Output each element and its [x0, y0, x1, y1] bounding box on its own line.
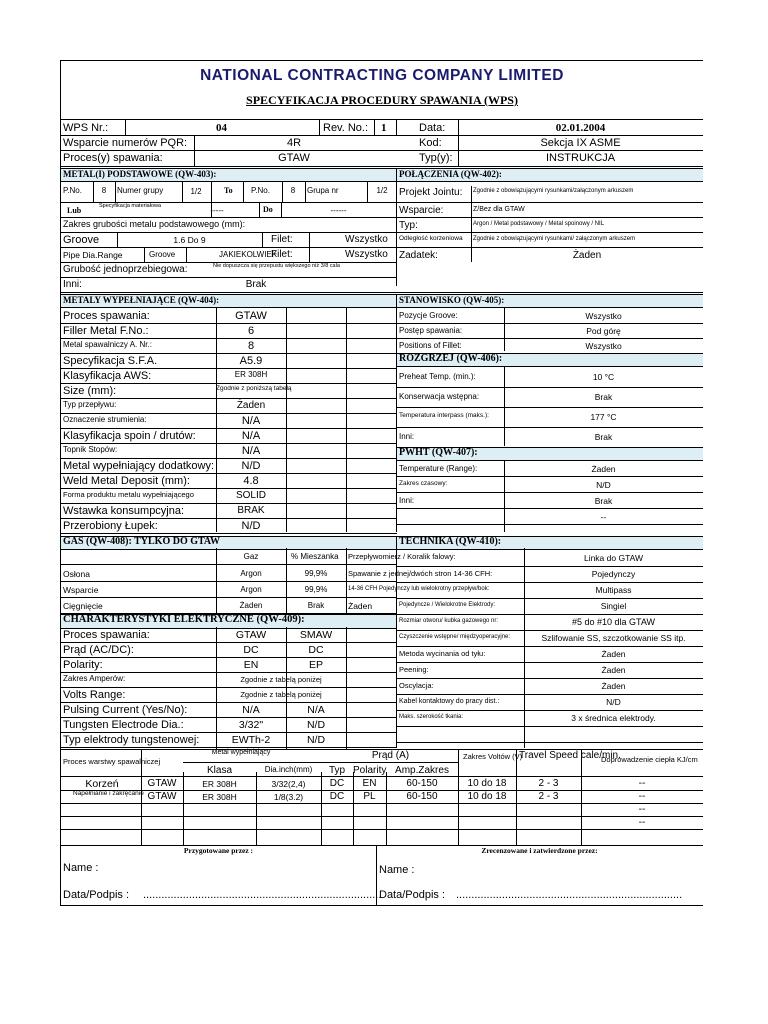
base-other-value: Brak [245, 279, 267, 290]
electrical-row-value-smaw: N/D [306, 734, 326, 746]
gas-row-mixture: 99,9% [304, 569, 328, 578]
filler-row-label: Klasyfikacja AWS: [63, 370, 152, 382]
pass-row-heat: -- [638, 804, 646, 815]
passes-header-amp: Amp.Zakres [395, 765, 449, 776]
gas-title: GAS (QW-408): TYLKO DO GTAW [63, 536, 221, 547]
row-divider [61, 473, 397, 474]
electrical-row-label: Zakres Amperów: [63, 674, 126, 683]
filler-row-label: Weld Metal Deposit (mm): [63, 475, 190, 487]
technique-row-label: Oscylacja: [399, 681, 434, 690]
type-value: INSTRUKCJA [545, 152, 616, 164]
spec-material-value: ----- [210, 206, 224, 215]
pass-row-process: GTAW [147, 778, 177, 789]
technique-row-value: Żaden [601, 665, 626, 675]
pass-row-dia: 3/32(2,4) [271, 779, 306, 789]
pass-row-polarity: EN [362, 778, 377, 789]
row-divider [61, 657, 397, 658]
retainer-value: Żaden [572, 250, 602, 261]
base-metal-title: METAL(I) PODSTAWOWE (QW-403): [63, 169, 217, 179]
row-divider [61, 488, 397, 489]
pass-row-volt: 10 do 18 [467, 791, 507, 802]
pass-row-speed: 2 - 3 [538, 791, 559, 802]
electrical-row-value-gtaw: GTAW [235, 629, 267, 641]
rev-value: 1 [381, 122, 387, 134]
pwht-row-value: N/D [596, 480, 611, 490]
type-label: Typ(y): [419, 152, 453, 164]
pass-row-volt: 10 do 18 [467, 778, 507, 789]
row-divider [397, 662, 703, 663]
position-row-value: Wszystko [585, 311, 622, 321]
filler-row-value: 8 [247, 340, 255, 352]
pass-row-class: ER 308H [202, 779, 237, 789]
filler-row-value: N/A [241, 415, 261, 427]
technique-title: TECHNIKA (QW-410): [399, 536, 502, 547]
group-label: Numer grupy [117, 186, 164, 195]
root-opening-label: Odległość korzeniowa [399, 235, 463, 242]
filler-row-value: N/D [241, 460, 261, 472]
preheat-row-value: 10 °C [592, 372, 615, 382]
wps-number-label: WPS Nr.: [63, 122, 109, 134]
process-label: Proces(y) spawania: [63, 152, 163, 164]
row-divider [61, 533, 397, 534]
technique-row-value: Żaden [601, 649, 626, 659]
row-divider [61, 518, 397, 519]
passes-header-dia: Dia.inch(mm) [264, 765, 313, 774]
group2-label: Grupa nr [307, 186, 339, 195]
row-divider [61, 503, 397, 504]
technique-row-value: Linka do GTAW [583, 553, 644, 563]
row-divider [397, 447, 703, 448]
gas-row-label: Osłona [63, 569, 90, 579]
pass-row-dia: 1/8(3.2) [273, 792, 304, 802]
row-divider [397, 582, 703, 583]
retainer-label: Zadatek: [399, 250, 438, 261]
row-divider [61, 613, 397, 614]
row-divider [61, 732, 397, 733]
pass-row-class: ER 308H [202, 792, 237, 802]
row-divider [397, 427, 703, 428]
row-divider [61, 816, 703, 817]
company-name: NATIONAL CONTRACTING COMPANY LIMITED [200, 67, 564, 84]
pno2-value: 8 [290, 186, 296, 195]
date-value: 02.01.2004 [555, 122, 606, 134]
row-divider [397, 338, 703, 339]
row-divider [61, 717, 397, 718]
electrical-row-value-smaw: N/D [306, 719, 326, 731]
technique-row-label: Peening: [399, 665, 429, 674]
electrical-title: CHARAKTERYSTYKI ELEKTRYCZNE (QW-409): [63, 614, 305, 625]
gas-header-mixture: % Mieszanka [291, 552, 339, 561]
rev-label: Rev. No.: [323, 122, 369, 134]
row-divider [397, 742, 703, 743]
gas-row-mixture: Brak [307, 601, 325, 610]
technique-row-label: Kabel kontaktowy do pracy dist.: [399, 698, 500, 705]
electrical-row-value-gtaw: 3/32" [238, 719, 264, 731]
pwht-row-label: Temperature (Range): [399, 464, 478, 473]
prepared-date-sign-label[interactable]: Data/Podpis : [63, 889, 130, 901]
position-row-label: Pozycje Groove: [399, 311, 458, 320]
position-row-label: Postęp spawania: [399, 326, 463, 335]
filler-row-value: N/A [241, 430, 261, 442]
row-divider [61, 747, 397, 748]
passes-header-heat: Doprowadzenie ciepła KJ/cm [601, 755, 698, 764]
wps-document [60, 60, 703, 906]
backing-label: Wsparcie: [399, 205, 444, 216]
filler-row-value: 6 [247, 325, 255, 337]
row-divider [61, 383, 397, 384]
code-value: Sekcja IX ASME [540, 137, 621, 149]
row-divider [397, 646, 703, 647]
filet-value: Wszystko [345, 234, 388, 245]
row-divider [397, 694, 703, 695]
gas-row-gas: Żaden [239, 601, 263, 610]
electrical-row-value-gtaw: EN [243, 659, 259, 671]
electrical-row-label: Volts Range: [63, 689, 126, 701]
filler-row-label: Metal spawalniczy A. Nr.: [63, 340, 152, 349]
joint-type-value: Argon / Metal podstawowy / Metal spoinowy / NIL [473, 221, 605, 227]
document-title: SPECYFIKACJA PROCEDURY SPAWANIA (WPS) [246, 93, 518, 107]
pipe-groove-value: JAKIEKOLWIEK [219, 250, 278, 259]
technique-row-value: Żaden [601, 681, 626, 691]
row-divider [397, 492, 703, 493]
gas-header-flow: Przepływomierz / Koralik falowy: [348, 552, 456, 561]
row-divider [61, 338, 397, 339]
date-label: Data: [419, 122, 446, 134]
joint-design-label: Projekt Jointu: [399, 187, 463, 198]
filler-row-value: N/D [241, 520, 261, 532]
groove-label: Groove [63, 234, 100, 246]
electrical-row-label: Polarity: [63, 659, 103, 671]
positions-title: STANOWISKO (QW-405): [399, 295, 505, 305]
preheat-row-label: Inni: [399, 432, 415, 441]
filler-row-value: Żaden [236, 400, 266, 411]
wps-number-value: 04 [216, 122, 227, 134]
row-divider [61, 368, 397, 369]
pwht-row-value: Brak [594, 496, 613, 506]
preheat-row-value: Brak [594, 432, 613, 442]
row-divider [397, 598, 703, 599]
filler-row-label: Proces spawania: [63, 310, 150, 322]
filler-row-label: Przerobiony Łupek: [63, 520, 158, 532]
electrical-row-label: Tungsten Electrode Dia.: [63, 719, 184, 731]
row-divider [61, 803, 703, 804]
pwht-row-label: Zakres czasowy: [399, 480, 448, 487]
preheat-row-value: Brak [594, 392, 613, 402]
electrical-row-value-smaw: N/A [307, 704, 325, 716]
gas-row-label: Wsparcie [63, 585, 99, 595]
technique-row-label: Pojedyncze / Wielokrotne Elektrody: [399, 602, 496, 608]
preheat-row-label: Temperatura interpass (maks.): [399, 412, 489, 419]
prepared-date-sign-line: .............................................................................. [143, 889, 382, 901]
row-divider [61, 687, 397, 688]
gas-row-flow: 14-36 CFH Pojedynczy lub wielokrotny przepływ/bok: [348, 586, 490, 592]
pwht-title: PWHT (QW-407): [399, 447, 478, 458]
row-divider [397, 323, 703, 324]
technique-row-value: 3 x średnica elektrody. [571, 713, 656, 723]
gas-row-flow: Żaden [348, 601, 373, 611]
electrical-row-value-gtaw: DC [243, 644, 259, 656]
row-divider [397, 710, 703, 711]
pipe-filet-value: Wszystko [345, 249, 388, 260]
thickness-range-label: Zakres grubości metalu podstawowego (mm): [63, 219, 246, 229]
filler-row-label: Oznaczenie strumienia: [63, 415, 147, 424]
electrical-row-label: Prąd (AC/DC): [63, 644, 134, 656]
passes-header-speed: Travel Speed cale/min. [519, 750, 621, 761]
pwht-row-label: Inni: [399, 496, 415, 505]
prepared-by-label: Przygotowane przez : [183, 846, 254, 855]
row-divider [61, 672, 397, 673]
row-divider [61, 597, 397, 598]
joint-design-value: Zgodnie z obowiązującymi rysunkami/załączonym arkuszem [473, 188, 634, 194]
pqr-label: Wsparcie numerów PQR: [63, 137, 188, 149]
lub-label: Lub [67, 206, 82, 215]
electrical-row-label: Typ elektrody tungstenowej: [63, 734, 200, 746]
position-row-label: Positions of Fillet: [399, 341, 462, 350]
row-divider [397, 508, 703, 509]
pipe-filet-label: Filet: [271, 249, 293, 260]
row-divider [61, 702, 397, 703]
filler-row-label: Typ przepływu: [63, 400, 117, 409]
filler-row-value: N/A [241, 445, 261, 457]
filler-row-value: Zgodnie z poniższą tabelą [216, 385, 292, 392]
process-value: GTAW [278, 152, 310, 164]
filler-row-label: Wstawka konsumpcyjna: [63, 505, 185, 517]
filler-row-label: Klasyfikacja spoin / drutów: [63, 430, 196, 442]
filler-row-value: ER 308H [234, 370, 268, 379]
preheat-title: ROZGRZEJ (QW-406): [399, 353, 503, 364]
filler-row-label: Topnik Stopów: [63, 445, 118, 454]
electrical-row-value-smaw: DC [308, 644, 324, 656]
pno-value: 8 [101, 186, 107, 195]
pass-row-heat: -- [638, 817, 646, 828]
electrical-row-value-gtaw: N/A [242, 704, 260, 716]
pass-row-typ: DC [329, 778, 345, 789]
pipe-dia-label: Pipe Dia.Range [63, 250, 123, 260]
do-label: Do [263, 205, 273, 214]
row-divider [183, 762, 458, 763]
approved-date-sign-label[interactable]: Data/Podpis : [379, 889, 446, 901]
preheat-row-label: Preheat Temp. (min.): [399, 372, 476, 381]
filler-row-label: Forma produktu metalu wypełniającego [63, 490, 194, 499]
electrical-row-value: Zgodnie z tabelą poniżej [240, 690, 322, 699]
filler-row-value: SOLID [235, 490, 266, 501]
root-opening-value: Zgodnie z obowiązującymi rysunkami/ załączonym arkuszem [473, 236, 636, 242]
electrical-row-value-smaw: EP [308, 659, 323, 671]
row-divider [61, 642, 397, 643]
row-divider [397, 476, 703, 477]
gas-row-flow: Spawanie z jednej/dwóch stron 14-36 CFH: [348, 569, 493, 578]
pno-label: P.No. [63, 186, 82, 195]
row-divider [61, 323, 397, 324]
row-divider [61, 353, 397, 354]
joints-title: POŁĄCZENIA (QW-402): [399, 169, 502, 179]
preheat-row-label: Konserwacja wstępna: [399, 392, 480, 401]
electrical-row-label: Pulsing Current (Yes/No): [63, 704, 188, 716]
technique-row-label: Maks. szerokość tkania: [399, 714, 464, 720]
row-divider [397, 387, 703, 388]
technique-row-value: Szlifowanie SS, szczotkowanie SS itp. [541, 633, 686, 643]
group-value: 1/2 [190, 187, 202, 196]
filler-row-label: Specyfikacja S.F.A. [63, 355, 158, 367]
approved-name-label[interactable]: Name : [379, 864, 415, 876]
pno2-label: P.No. [251, 186, 270, 195]
filler-row-value: GTAW [235, 310, 267, 322]
position-row-value: Pod górę [586, 326, 621, 336]
passes-header-polarity: Polarity [353, 765, 387, 776]
electrical-row-value-gtaw: EWTh-2 [231, 734, 271, 746]
do-value: ------ [330, 206, 347, 215]
filler-row-label: Filler Metal F.No.: [63, 325, 149, 337]
bead-thickness-label: Grubość jednoprzebiegowa: [63, 264, 188, 275]
passes-header-current: Prąd (A) [371, 750, 410, 761]
group2-value: 1/2 [376, 186, 388, 195]
filler-row-label: Metal wypełniający dodatkowy: [63, 460, 215, 472]
technique-row-label: Czyszczenie wstępne/ międzyoperacyjne: [399, 634, 511, 640]
pass-row-polarity: PL [363, 791, 376, 802]
gas-row-gas: Argon [240, 585, 262, 594]
row-divider [397, 678, 703, 679]
passes-header-class: Klasa [206, 765, 232, 776]
row-divider [397, 524, 703, 525]
pipe-groove-label: Groove [149, 250, 176, 259]
filet-label: Filet: [271, 234, 293, 245]
pass-row-typ: DC [329, 791, 345, 802]
pass-row-process: GTAW [147, 791, 177, 802]
gas-row-gas: Argon [240, 569, 262, 578]
backing-value: Z/Bez dla GTAW [473, 206, 525, 213]
row-divider [61, 398, 397, 399]
row-divider [61, 458, 397, 459]
pass-row-amp: 60-150 [406, 791, 438, 802]
pass-row-heat: -- [638, 778, 646, 789]
gas-row-mixture: 99,9% [304, 585, 328, 594]
filler-row-label: Size (mm): [63, 385, 117, 397]
technique-row-label: Rozmiar otworu/ kubka gazowego nr: [399, 618, 499, 624]
groove-value: 1.6 Do 9 [173, 235, 206, 245]
row-divider [397, 726, 703, 727]
row-divider [397, 566, 703, 567]
filler-row-value: BRAK [237, 505, 265, 516]
pass-row-heat: -- [638, 791, 646, 802]
approved-by-label: Zrecenzowane i zatwierdzone przez: [481, 846, 598, 855]
base-other-label: Inni: [63, 279, 82, 290]
technique-row-label: Metoda wycinania od tyłu: [399, 649, 486, 658]
row-divider [61, 581, 397, 582]
pwht-row-value: -- [600, 512, 607, 522]
electrical-row-label: Proces spawania: [63, 629, 150, 641]
approved-date-sign-line: .......................................................................... [456, 889, 683, 901]
technique-row-value: Pojedynczy [591, 569, 636, 579]
prepared-name-label[interactable]: Name : [63, 862, 99, 874]
row-divider [397, 353, 703, 354]
to-label: To [224, 186, 233, 195]
row-divider [61, 443, 397, 444]
gas-row-label: Cięgnięcie [63, 601, 103, 611]
filler-row-value: 4.8 [243, 475, 259, 487]
filler-row-value: A5.9 [239, 355, 263, 367]
spec-material-label: Specyfikacja materiałowa [99, 203, 162, 209]
code-label: Kod: [419, 137, 442, 149]
gas-header-gas: Gaz [243, 552, 259, 561]
passes-header-layer: Proces warstwy spawalniczej [63, 757, 161, 766]
pass-row-speed: 2 - 3 [538, 778, 559, 789]
row-divider [61, 413, 397, 414]
position-row-value: Wszystko [585, 341, 622, 351]
passes-header-filler: Metal wypełniający [211, 749, 271, 756]
pwht-row-value: Żaden [591, 464, 616, 474]
pass-row-layer: Napełnianie i zakręcanie [73, 790, 144, 797]
passes-header-typ: Typ [328, 765, 346, 776]
technique-row-value: Multipass [595, 585, 632, 595]
electrical-row-value: Zgodnie z tabelą poniżej [240, 675, 322, 684]
technique-row-value: #5 do #10 dla GTAW [571, 617, 656, 627]
pqr-value: 4R [286, 137, 302, 149]
row-divider [61, 776, 703, 777]
passes-header-volt: Zakres Voltów (V) [463, 752, 523, 761]
pass-row-layer: Korzeń [85, 778, 119, 790]
technique-row-value: Singiel [600, 601, 627, 611]
pass-row-amp: 60-150 [406, 778, 438, 789]
filler-title: METALY WYPEŁNIAJĄCE (QW-404): [63, 295, 220, 305]
electrical-row-value-smaw: SMAW [299, 629, 333, 641]
preheat-row-value: 177 °C [590, 412, 617, 422]
row-divider [61, 428, 397, 429]
joint-type-label: Typ: [399, 220, 418, 231]
row-divider [61, 829, 703, 830]
row-divider [397, 614, 703, 615]
row-divider [397, 407, 703, 408]
row-divider [397, 630, 703, 631]
technique-row-value: N/D [606, 697, 621, 707]
bead-thickness-note: Nie dopuszcza się przepustu większego niż 3/8 cala [213, 263, 340, 269]
